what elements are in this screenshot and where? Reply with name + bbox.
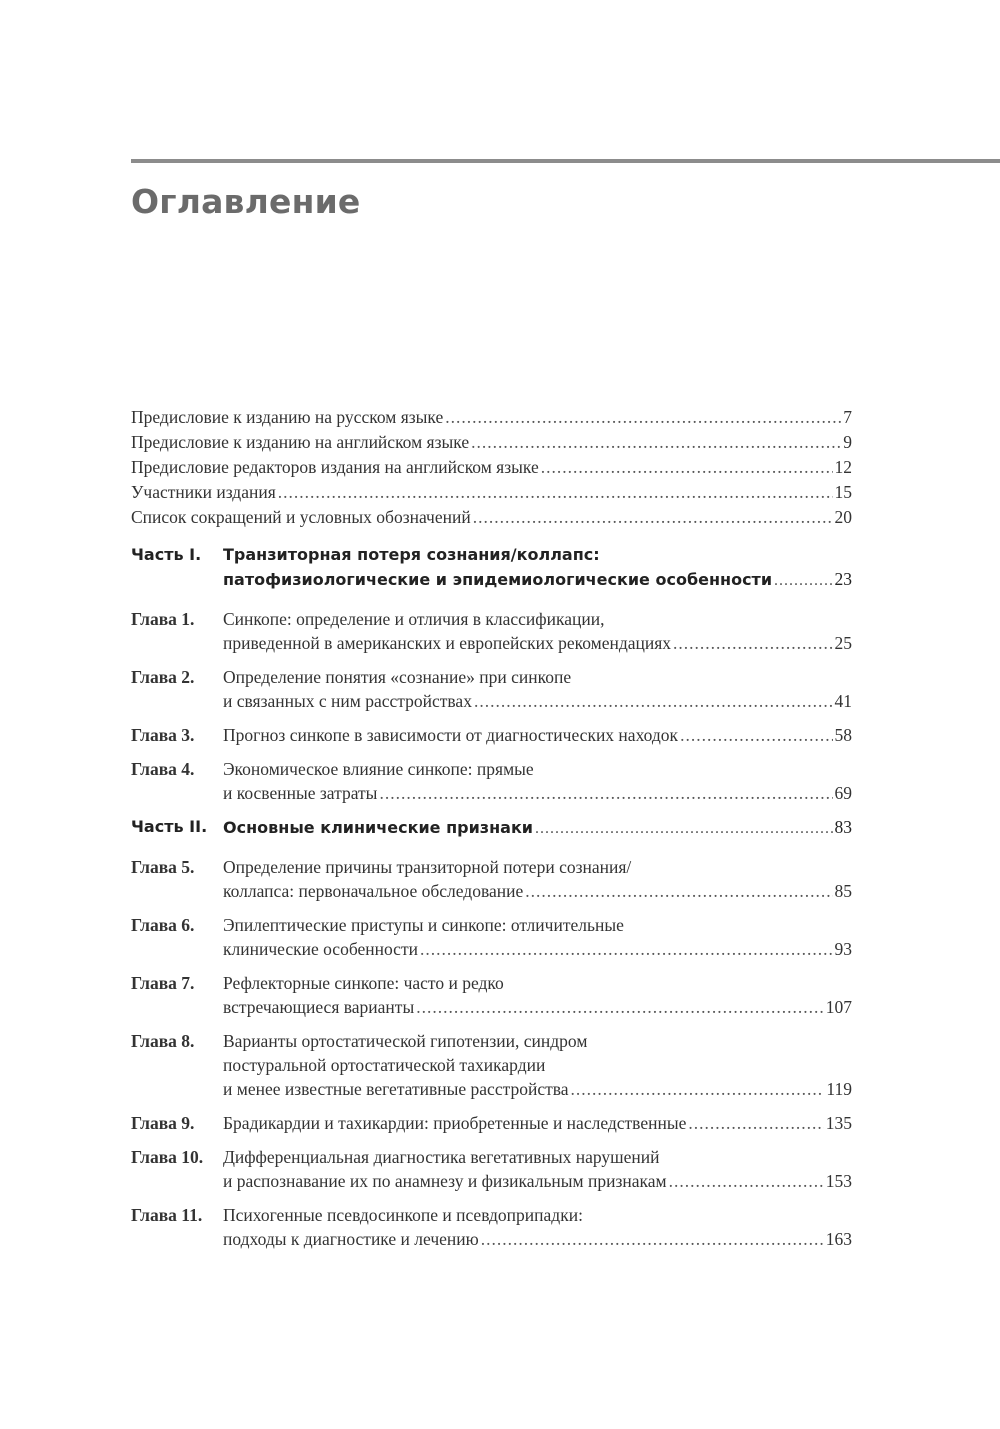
toc-entry-line: патофизиологические и эпидемиологические особенности bbox=[223, 570, 773, 589]
toc-entry-title: Список сокращений и условных обозначений bbox=[131, 507, 471, 527]
toc-page-number: 163 bbox=[825, 1229, 852, 1249]
toc-page-number: 135 bbox=[825, 1113, 852, 1133]
toc-chapter-label: Глава 7. bbox=[131, 973, 195, 993]
toc-entry-line: Прогноз синкопе в зависимости от диагностических находок bbox=[223, 725, 679, 745]
toc-entry-line: Рефлекторные синкопе: часто и редко bbox=[223, 973, 504, 993]
toc-front-entry[interactable] bbox=[131, 405, 852, 430]
toc-chapter-label: Глава 2. bbox=[131, 667, 195, 687]
dot-leader bbox=[525, 879, 832, 903]
toc-page-number: 15 bbox=[834, 482, 852, 502]
toc-part-1[interactable] bbox=[131, 543, 852, 593]
toc-chapter-6[interactable] bbox=[131, 913, 852, 961]
toc-chapter-label: Глава 8. bbox=[131, 1031, 195, 1051]
dot-leader bbox=[420, 937, 833, 961]
toc-page-number: 58 bbox=[834, 725, 852, 745]
toc-part-label: Часть II. bbox=[131, 817, 208, 836]
dot-leader bbox=[379, 781, 832, 805]
toc-page-number: 41 bbox=[834, 691, 852, 711]
dot-leader bbox=[673, 631, 832, 655]
toc-front-entry[interactable] bbox=[131, 505, 852, 530]
toc-entry-line: Основные клинические признаки bbox=[223, 818, 534, 837]
dot-leader bbox=[669, 1169, 824, 1193]
toc-entry-line: Экономическое влияние синкопе: прямые bbox=[223, 759, 534, 779]
toc-page-number: 83 bbox=[834, 817, 852, 837]
toc-part-2[interactable] bbox=[131, 815, 852, 841]
toc-page-number: 119 bbox=[826, 1079, 852, 1099]
toc-chapter-label: Глава 5. bbox=[131, 857, 195, 877]
toc-entry-title: Предисловие редакторов издания на английском языке bbox=[131, 457, 539, 477]
toc-chapter-label: Глава 4. bbox=[131, 759, 195, 779]
toc-chapter-label: Глава 10. bbox=[131, 1147, 204, 1167]
toc-page-number: 20 bbox=[834, 507, 852, 527]
table-of-contents bbox=[131, 405, 852, 1261]
toc-entry-line: встречающиеся варианты bbox=[223, 997, 415, 1017]
toc-chapter-label: Глава 3. bbox=[131, 725, 195, 745]
toc-front-entry[interactable] bbox=[131, 480, 852, 505]
toc-page-number: 23 bbox=[834, 569, 852, 589]
toc-entry-line: и косвенные затраты bbox=[223, 783, 378, 803]
dot-leader bbox=[481, 1227, 824, 1251]
toc-entry-line: коллапса: первоначальное обследование bbox=[223, 881, 524, 901]
toc-chapter-11[interactable] bbox=[131, 1203, 852, 1251]
toc-entry-line: Психогенные псевдосинкопе и псевдоприпадки: bbox=[223, 1205, 583, 1225]
toc-entry-line: Варианты ортостатической гипотензии, синдром bbox=[223, 1031, 588, 1051]
toc-page-number: 93 bbox=[834, 939, 852, 959]
toc-page-number: 9 bbox=[843, 432, 852, 452]
toc-chapter-label: Глава 6. bbox=[131, 915, 195, 935]
toc-entry-line: Определение понятия «сознание» при синкопе bbox=[223, 667, 572, 687]
toc-part-label: Часть I. bbox=[131, 545, 202, 564]
header-rule bbox=[131, 159, 1000, 163]
toc-entry-line: Транзиторная потеря сознания/коллапс: bbox=[223, 545, 600, 564]
dot-leader bbox=[571, 1077, 825, 1101]
toc-entry-line: и распознавание их по анамнезу и физикальным признакам bbox=[223, 1171, 667, 1191]
toc-chapter-9[interactable] bbox=[131, 1111, 852, 1135]
toc-chapter-8[interactable] bbox=[131, 1029, 852, 1101]
toc-page-number: 153 bbox=[825, 1171, 852, 1191]
toc-entry-line: Эпилептические приступы и синкопе: отличительные bbox=[223, 915, 624, 935]
dot-leader bbox=[474, 689, 833, 713]
toc-chapter-3[interactable] bbox=[131, 723, 852, 747]
page-title: Оглавление bbox=[131, 182, 361, 221]
toc-entry-line: клинические особенности bbox=[223, 939, 418, 959]
toc-entry-line: Синкопе: определение и отличия в классификации, bbox=[223, 609, 605, 629]
toc-chapter-10[interactable] bbox=[131, 1145, 852, 1193]
toc-chapter-4[interactable] bbox=[131, 757, 852, 805]
dot-leader bbox=[416, 995, 824, 1019]
front-matter-list bbox=[131, 405, 852, 530]
toc-page-number: 25 bbox=[834, 633, 852, 653]
toc-page-number: 7 bbox=[843, 407, 852, 427]
toc-chapter-label: Глава 11. bbox=[131, 1205, 203, 1225]
dot-leader bbox=[535, 817, 832, 841]
dot-leader bbox=[445, 405, 841, 430]
toc-chapter-5[interactable] bbox=[131, 855, 852, 903]
toc-entry-title: Предисловие к изданию на английском языке bbox=[131, 432, 470, 452]
toc-entry-line: приведенной в американских и европейских рекомендациях bbox=[223, 633, 672, 653]
toc-page-number: 85 bbox=[834, 881, 852, 901]
toc-chapter-label: Глава 9. bbox=[131, 1113, 195, 1133]
toc-chapter-2[interactable] bbox=[131, 665, 852, 713]
toc-entry-title: Участники издания bbox=[131, 482, 276, 502]
toc-page-number: 107 bbox=[825, 997, 852, 1017]
toc-entry-line: и менее известные вегетативные расстройства bbox=[223, 1079, 569, 1099]
toc-entry-line: Определение причины транзиторной потери сознания/ bbox=[223, 857, 632, 877]
toc-entry-line: Брадикардии и тахикардии: приобретенные и наследственные bbox=[223, 1113, 687, 1133]
toc-entry-line: и связанных с ним расстройствах bbox=[223, 691, 472, 711]
dot-leader bbox=[680, 723, 832, 747]
toc-front-entry[interactable] bbox=[131, 455, 852, 480]
toc-chapter-1[interactable] bbox=[131, 607, 852, 655]
dot-leader bbox=[688, 1111, 823, 1135]
toc-front-entry[interactable] bbox=[131, 430, 852, 455]
toc-chapter-label: Глава 1. bbox=[131, 609, 195, 629]
toc-page-number: 12 bbox=[834, 457, 852, 477]
toc-entry-line: Дифференциальная диагностика вегетативных нарушений bbox=[223, 1147, 660, 1167]
dot-leader bbox=[278, 480, 833, 505]
toc-chapter-7[interactable] bbox=[131, 971, 852, 1019]
toc-entry-line: подходы к диагностике и лечению bbox=[223, 1229, 479, 1249]
dot-leader bbox=[473, 505, 833, 530]
toc-entry-line: постуральной ортостатической тахикардии bbox=[223, 1055, 546, 1075]
dot-leader bbox=[471, 430, 841, 455]
dot-leader bbox=[774, 569, 832, 593]
toc-page-number: 69 bbox=[834, 783, 852, 803]
toc-entry-title: Предисловие к изданию на русском языке bbox=[131, 407, 444, 427]
dot-leader bbox=[541, 455, 833, 480]
